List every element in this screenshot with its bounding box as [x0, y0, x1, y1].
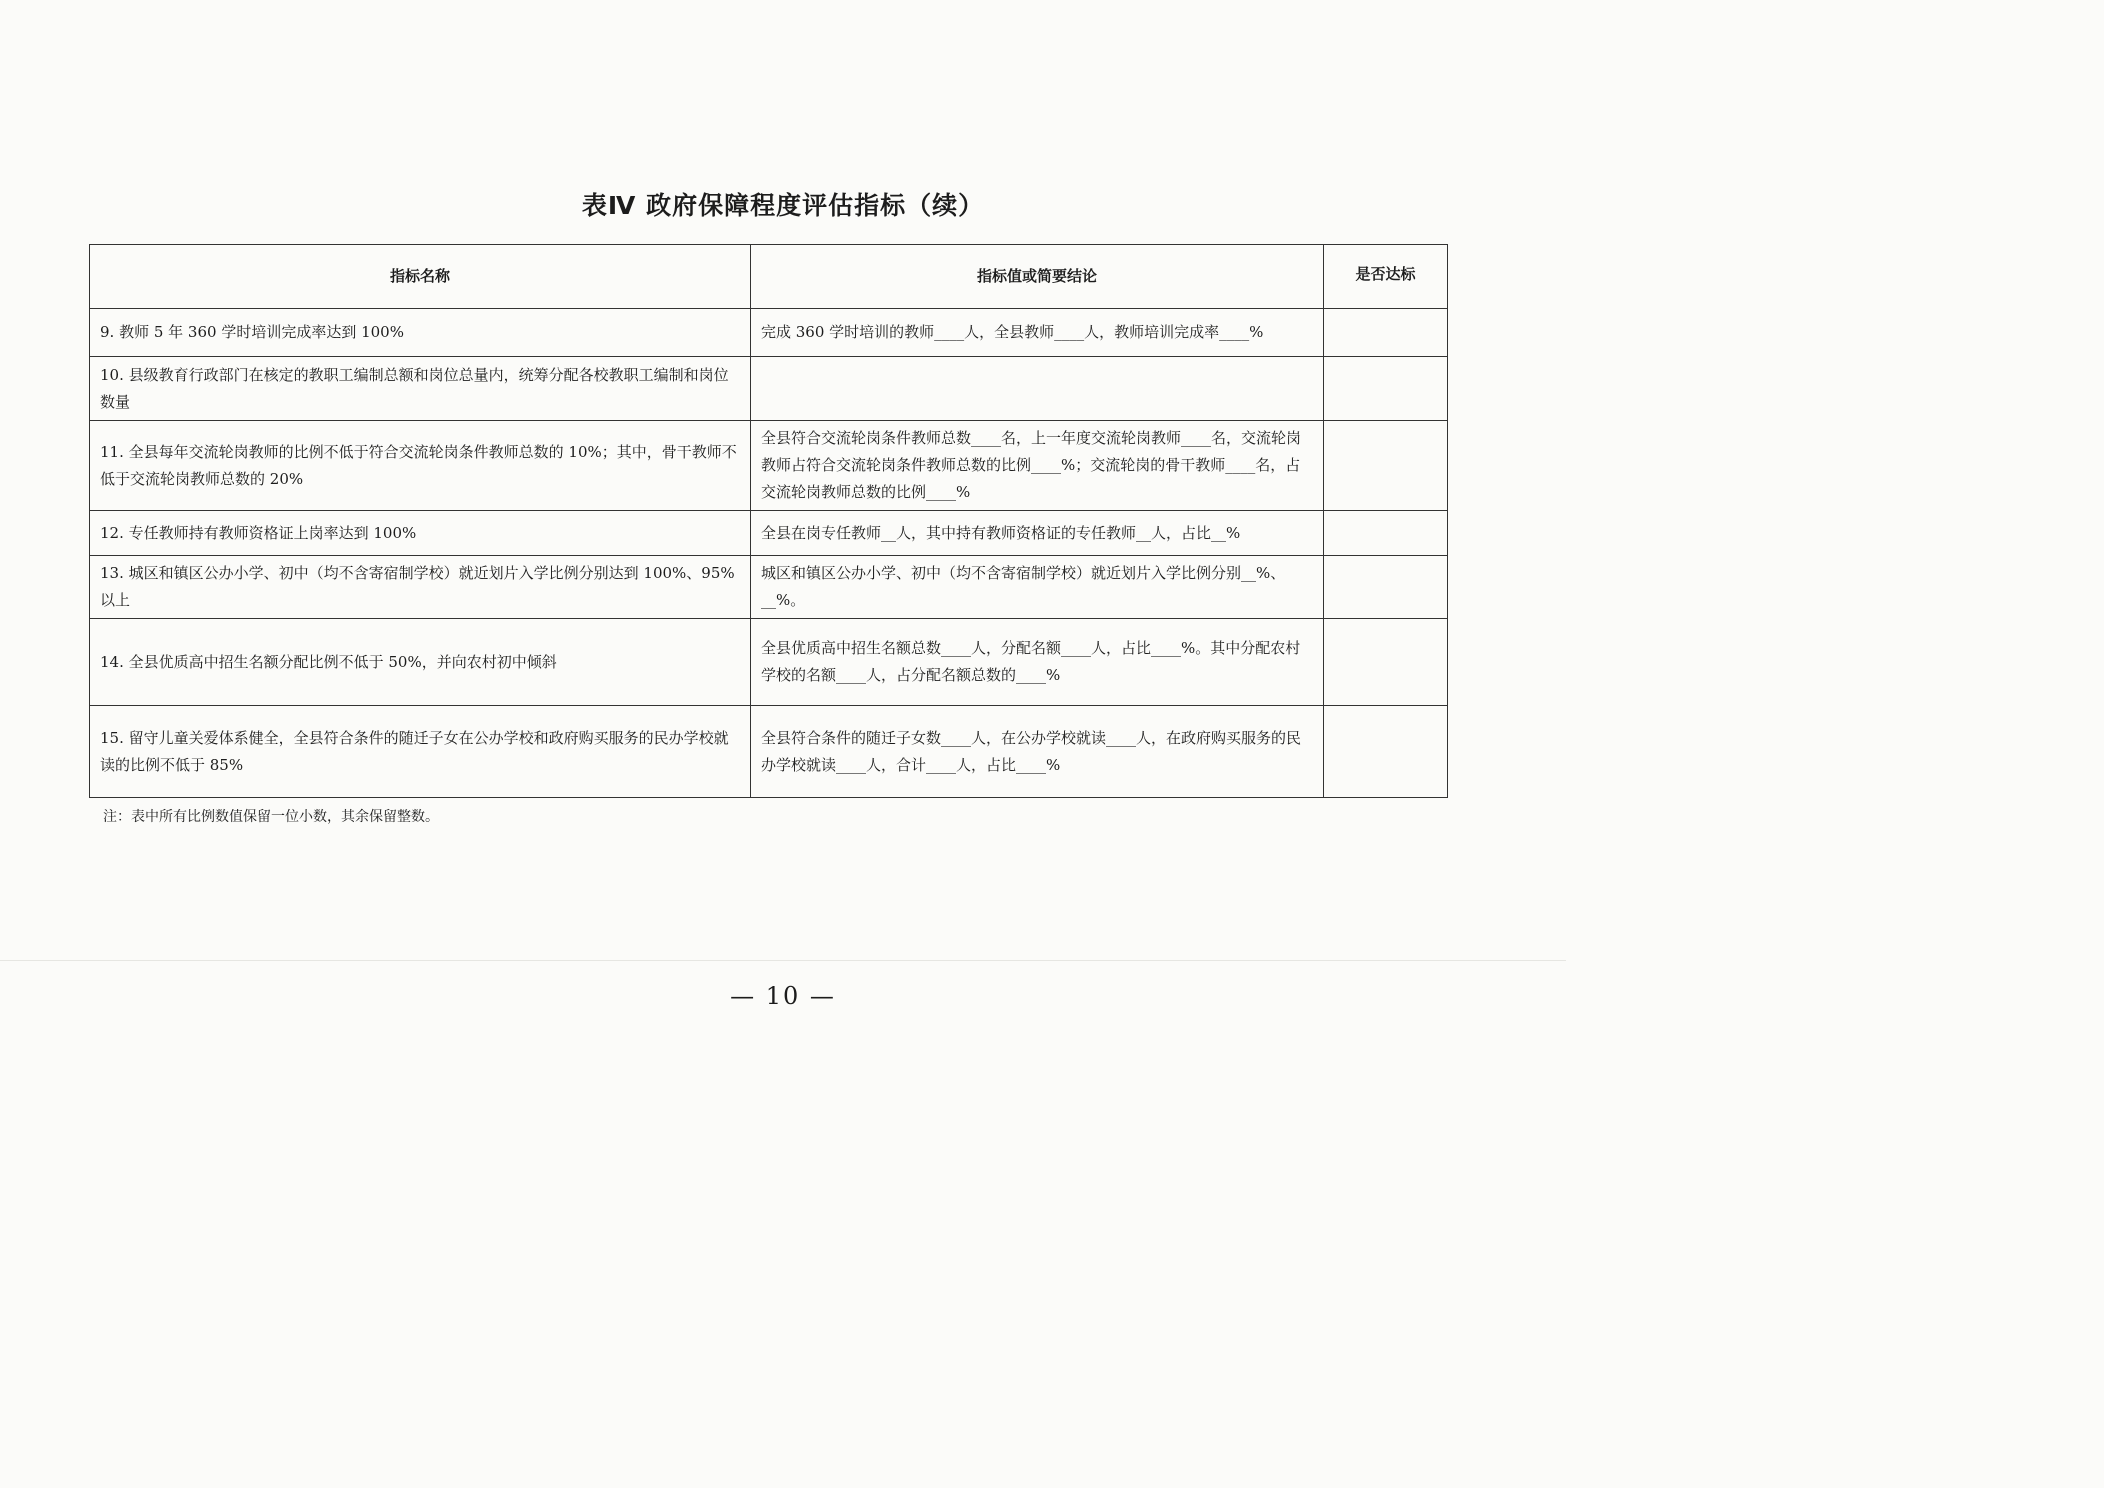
indicator-name: 15. 留守儿童关爱体系健全，全县符合条件的随迁子女在公办学校和政府购买服务的民办学校就读的比例不低于 85%	[90, 706, 751, 798]
page-divider	[0, 960, 1566, 961]
column-header-name: 指标名称	[90, 245, 751, 309]
indicator-name: 14. 全县优质高中招生名额分配比例不低于 50%，并向农村初中倾斜	[90, 619, 751, 706]
indicator-name: 11. 全县每年交流轮岗教师的比例不低于符合交流轮岗条件教师总数的 10%；其中，骨干教师不低于交流轮岗教师总数的 20%	[90, 421, 751, 511]
table-row	[90, 706, 1448, 798]
table-row	[90, 309, 1448, 357]
indicator-met	[1324, 556, 1448, 619]
indicator-name: 9. 教师 5 年 360 学时培训完成率达到 100%	[90, 309, 751, 357]
indicator-name: 13. 城区和镇区公办小学、初中（均不含寄宿制学校）就近划片入学比例分别达到 100%、95%以上	[90, 556, 751, 619]
indicator-met	[1324, 421, 1448, 511]
indicator-met	[1324, 619, 1448, 706]
table-title: 表Ⅳ 政府保障程度评估指标（续）	[581, 191, 985, 220]
column-header-met: 是否达标	[1324, 245, 1448, 309]
table-footnote: 注：表中所有比例数值保留一位小数，其余保留整数。	[103, 809, 439, 825]
indicator-met	[1324, 706, 1448, 798]
table-row	[90, 421, 1448, 511]
indicator-name: 10. 县级教育行政部门在核定的教职工编制总额和岗位总量内，统筹分配各校教职工编制和岗位数量	[90, 357, 751, 421]
indicator-value: 完成 360 学时培训的教师____人，全县教师____人，教师培训完成率____%	[751, 309, 1324, 357]
indicator-value: 全县符合条件的随迁子女数____人，在公办学校就读____人，在政府购买服务的民办学校就读____人，合计____人，占比____%	[751, 706, 1324, 798]
table-header-row	[90, 245, 1448, 309]
indicator-value: 全县优质高中招生名额总数____人，分配名额____人，占比____%。其中分配农村学校的名额____人，占分配名额总数的____%	[751, 619, 1324, 706]
indicator-met	[1324, 511, 1448, 556]
indicator-met	[1324, 357, 1448, 421]
table-row	[90, 619, 1448, 706]
page-number: — 10 —	[730, 982, 836, 1010]
indicator-value	[751, 357, 1324, 421]
table-row	[90, 511, 1448, 556]
table-row	[90, 556, 1448, 619]
indicator-value: 城区和镇区公办小学、初中（均不含寄宿制学校）就近划片入学比例分别__%、__%。	[751, 556, 1324, 619]
indicator-met	[1324, 309, 1448, 357]
indicator-value: 全县符合交流轮岗条件教师总数____名，上一年度交流轮岗教师____名，交流轮岗教师占符合交流轮岗条件教师总数的比例____%；交流轮岗的骨干教师____名，占交流轮岗教师总数的比例____%	[751, 421, 1324, 511]
column-header-value: 指标值或简要结论	[751, 245, 1324, 309]
table-row	[90, 357, 1448, 421]
indicator-value: 全县在岗专任教师__人，其中持有教师资格证的专任教师__人，占比__%	[751, 511, 1324, 556]
indicator-table	[89, 244, 1448, 798]
indicator-name: 12. 专任教师持有教师资格证上岗率达到 100%	[90, 511, 751, 556]
